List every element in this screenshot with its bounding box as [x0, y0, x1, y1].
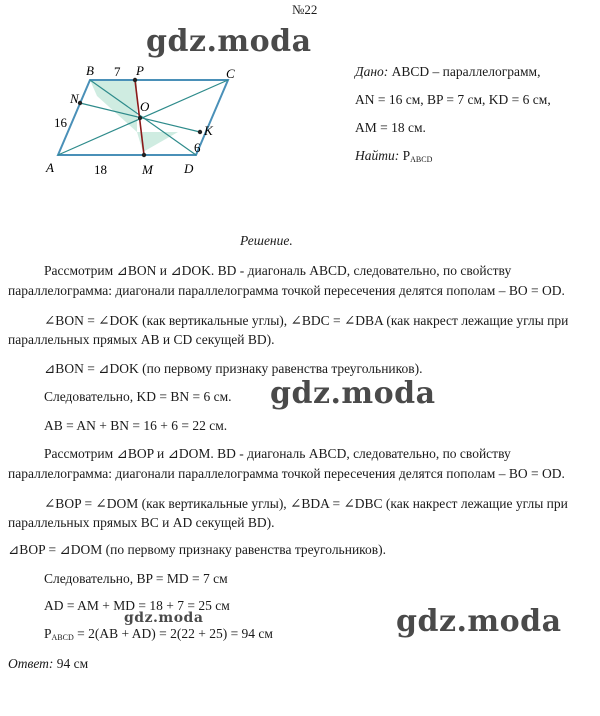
watermark-logo: gdz.moda [146, 24, 312, 59]
watermark-logo: gdz.moda [396, 604, 562, 639]
given-line-1: Дано: ABCD – параллелограмм, [355, 64, 541, 79]
point-o [138, 116, 142, 120]
label-k: K [204, 123, 213, 138]
label-am-length: 18 [94, 162, 107, 177]
label-an-length: 16 [54, 115, 67, 130]
para-4: Следовательно, KD = BN = 6 см. [44, 389, 232, 404]
watermark-logo-small: gdz.moda [124, 610, 204, 626]
para-1a: Рассмотрим ⊿BON и ⊿DOK. BD - диагональ ABCD, следовательно, по свойству [44, 263, 512, 278]
para-9: Следовательно, BP = MD = 7 см [44, 571, 228, 586]
find-line: Найти: $P_{ABCD}$ [355, 148, 433, 164]
para-11: $P_{ABCD} = 2(AB + AD) = 2(22 + 25) = 94$ см [44, 626, 273, 642]
find-label: Найти: [355, 148, 400, 163]
para-1b: параллелограмма: диагонали параллелограмма точкой пересечения делятся пополам – BO = OD. [8, 283, 565, 298]
label-b: B [86, 63, 94, 78]
point-m [142, 153, 146, 157]
para-3: ⊿BON = ⊿DOK (по первому признаку равенства треугольников). [44, 361, 423, 376]
para-5: AB = AN + BN = 16 + 6 = 22 см. [44, 418, 228, 433]
para-2b: параллельных прямых AB и CD секущей BD). [8, 332, 275, 347]
para-6b: параллелограмма: диагонали параллелограмма точкой пересечения делятся пополам – BO = OD. [8, 466, 565, 481]
label-kd-length: 6 [194, 140, 201, 155]
label-n: N [70, 91, 79, 106]
shaded-region-top [90, 80, 137, 132]
para-2a: ∠BON = ∠DOK (как вертикальные углы), ∠BDC = ∠DBA (как накрест лежащие углы при [44, 313, 569, 328]
para-7a: ∠BOP = ∠DOM (как вертикальные углы), ∠BDA = ∠DBC (как накрест лежащие углы при [44, 496, 568, 511]
given-label: Дано: [355, 64, 389, 79]
solution-heading: Решение. [240, 233, 293, 248]
answer-value: 94 см [53, 656, 89, 671]
label-m: M [142, 162, 153, 177]
given-block [355, 58, 551, 174]
label-c: C [226, 66, 235, 81]
label-p: P [136, 63, 144, 78]
problem-number: №22 [292, 2, 318, 17]
label-o: O [140, 99, 150, 114]
para-6a: Рассмотрим ⊿BOP и ⊿DOM. BD - диагональ ABCD, следовательно, по свойству [44, 446, 511, 461]
parallelogram-figure [40, 60, 280, 180]
answer-label: Ответ: [8, 656, 54, 671]
label-bp-length: 7 [114, 64, 121, 79]
answer-line [8, 656, 88, 672]
given-line-3: AM = 18 см. [355, 120, 426, 135]
para-8: ⊿BOP = ⊿DOM (по первому признаку равенства треугольников). [8, 542, 387, 557]
para-7b: параллельных прямых BC и AD секущей BD). [8, 515, 275, 530]
point-p [133, 78, 137, 82]
para-10: AD = AM + MD = 18 + 7 = 25 см [44, 598, 230, 613]
watermark-logo: gdz.moda [270, 376, 436, 411]
label-a: A [46, 160, 54, 175]
given-line-2: AN = 16 см, BP = 7 см, KD = 6 см, [355, 92, 551, 107]
point-k [198, 130, 202, 134]
label-d: D [184, 161, 194, 176]
